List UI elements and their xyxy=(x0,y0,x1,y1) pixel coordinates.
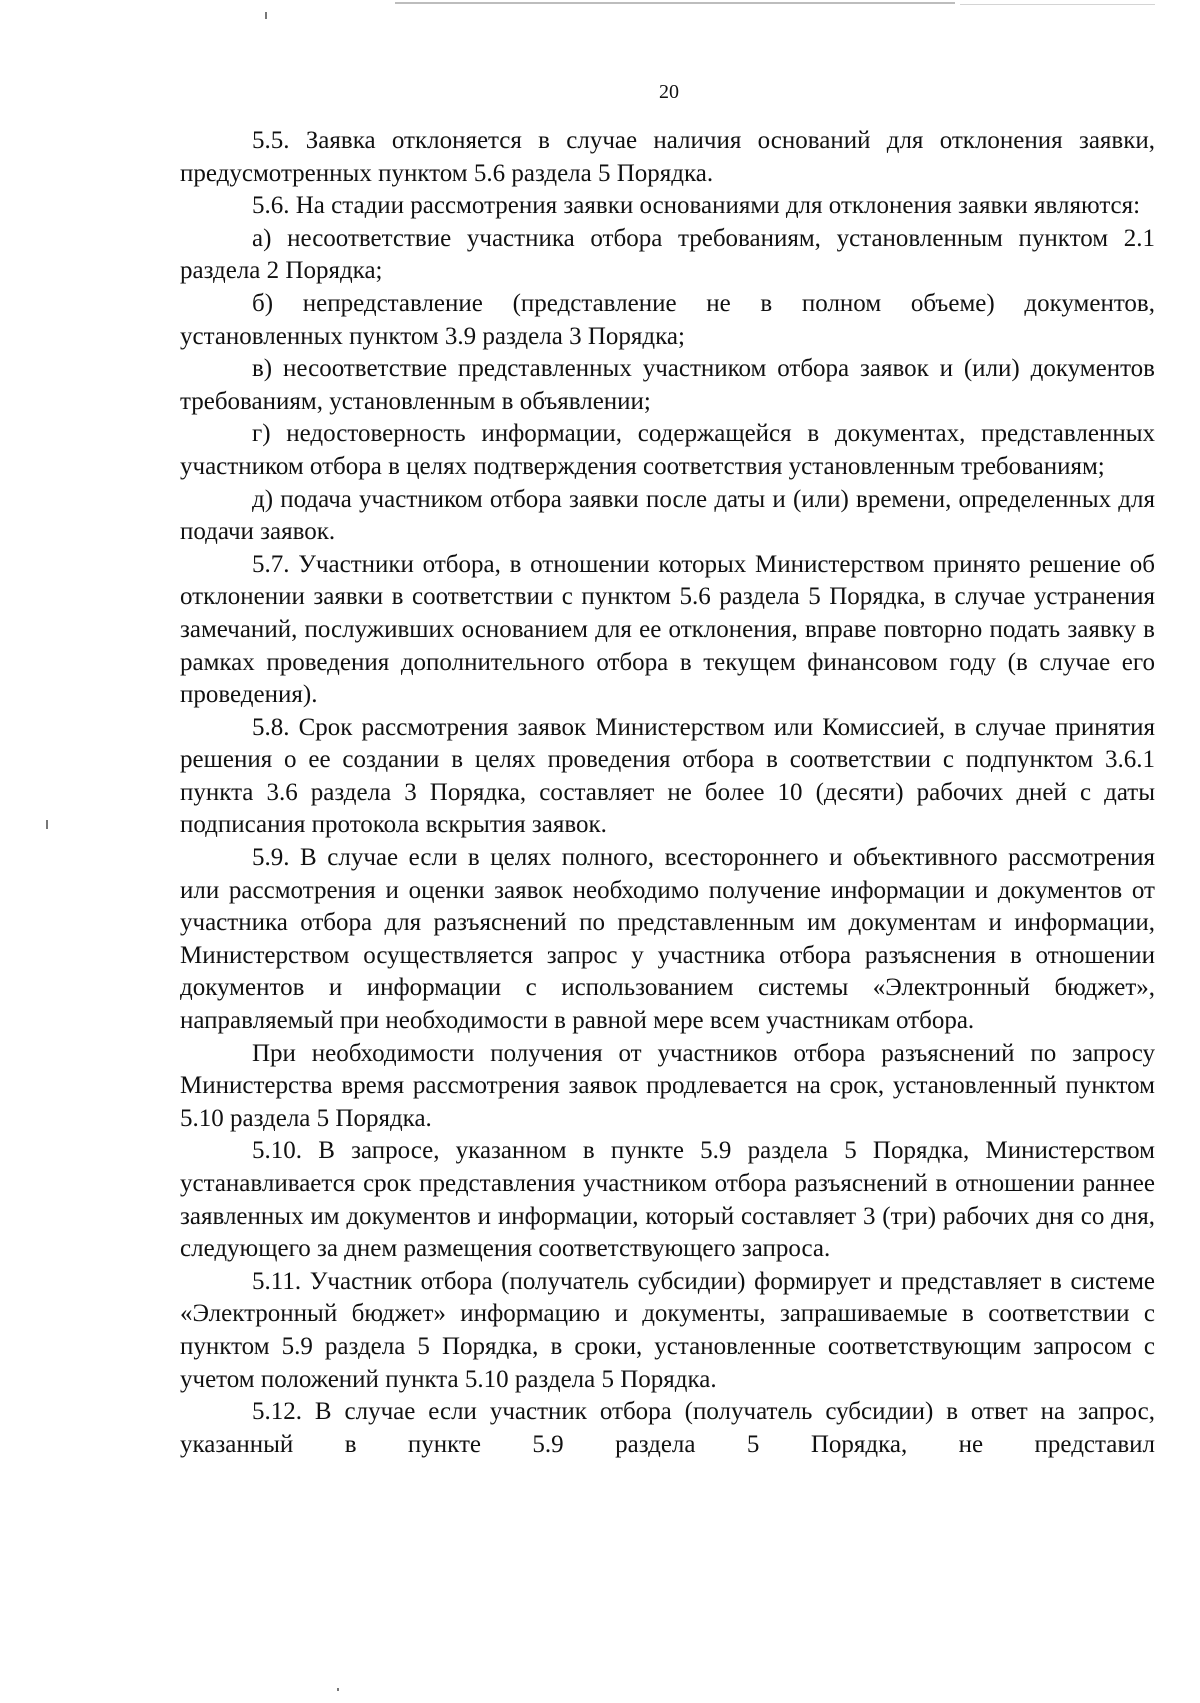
scan-speck xyxy=(337,1688,339,1691)
list-item-a: а) несоответствие участника отбора требованиям, установленным пунктом 2.1 раздела 2 Порядка; xyxy=(180,224,1155,285)
paragraph-5-12: 5.12. В случае если участник отбора (получатель субсидии) в ответ на запрос, указанный в пункте 5.9 раздела 5 Порядка, не представил xyxy=(180,1398,1155,1458)
paragraph-5-9: 5.9. В случае если в целях полного, всестороннего и объективного рассмотрения или рассмотрения и оценки заявок необходимо получение информации и документов от участника отбора для разъяснений по представленным им документам и информации, Министерством осуществляется запрос у участника отбора разъяснения в отношении документов и информации с использованием системы «Электронный бюджет», направляемый при необходимости в равной мере всем участникам отбора. xyxy=(180,844,1155,1035)
list-item-d: д) подача участником отбора заявки после даты и (или) времени, определенных для подачи заявок. xyxy=(180,485,1155,546)
paragraph-5-9-continued: При необходимости получения от участников отбора разъяснений по запросу Министерства время рассмотрения заявок продлевается на срок, установленный пунктом 5.10 раздела 5 Порядка. xyxy=(180,1039,1155,1132)
scan-edge-line xyxy=(960,4,1155,5)
list-item-b: б) непредставление (представление не в полном объеме) документов, установленных пунктом 3.9 раздела 3 Порядка; xyxy=(180,289,1155,350)
paragraph-5-11: 5.11. Участник отбора (получатель субсидии) формирует и представляет в системе «Электронный бюджет» информацию и документы, запрашиваемые в соответствии с пунктом 5.9 раздела 5 Порядка, в сроки, установленные соответствующим запросом с учетом положений пункта 5.10 раздела 5 Порядка. xyxy=(180,1267,1155,1393)
list-item-v: в) несоответствие представленных участником отбора заявок и (или) документов требованиям, установленным в объявлении; xyxy=(180,355,1155,415)
scan-speck xyxy=(265,12,267,19)
scan-speck xyxy=(46,820,48,829)
paragraph-5-6: 5.6. На стадии рассмотрения заявки основаниями для отклонения заявки являются: xyxy=(252,192,1141,220)
paragraph-5-5: 5.5. Заявка отклоняется в случае наличия оснований для отклонения заявки, предусмотренных пунктом 5.6 раздела 5 Порядка. xyxy=(180,127,1155,187)
paragraph-5-10: 5.10. В запросе, указанном в пункте 5.9 раздела 5 Порядка, Министерством устанавливается срок представления участником отбора разъяснений в отношении раннее заявленных им документов и информации, который составляет 3 (три) рабочих дня со дня, следующего за днем размещения соответствующего запроса. xyxy=(180,1137,1155,1263)
page-number: 20 xyxy=(659,81,679,103)
list-item-g: г) недостоверность информации, содержащейся в документах, представленных участником отбора в целях подтверждения соответствия установленным требованиям; xyxy=(180,420,1155,480)
scan-edge-line xyxy=(395,2,955,4)
paragraph-5-7: 5.7. Участники отбора, в отношении которых Министерством принято решение об отклонении заявки в соответствии с пунктом 5.6 раздела 5 Порядка, в случае устранения замечаний, послуживших основанием для ее отклонения, вправе повторно подать заявку в рамках проведения дополнительного отбора в текущем финансовом году (в случае его проведения). xyxy=(180,550,1155,709)
paragraph-5-8: 5.8. Срок рассмотрения заявок Министерством или Комиссией, в случае принятия решения о ее создании в целях проведения отбора в соответствии с подпунктом 3.6.1 пункта 3.6 раздела 3 Порядка, составляет не более 10 (десяти) рабочих дней с даты подписания протокола вскрытия заявок. xyxy=(180,713,1155,839)
document-body xyxy=(180,125,1155,1461)
